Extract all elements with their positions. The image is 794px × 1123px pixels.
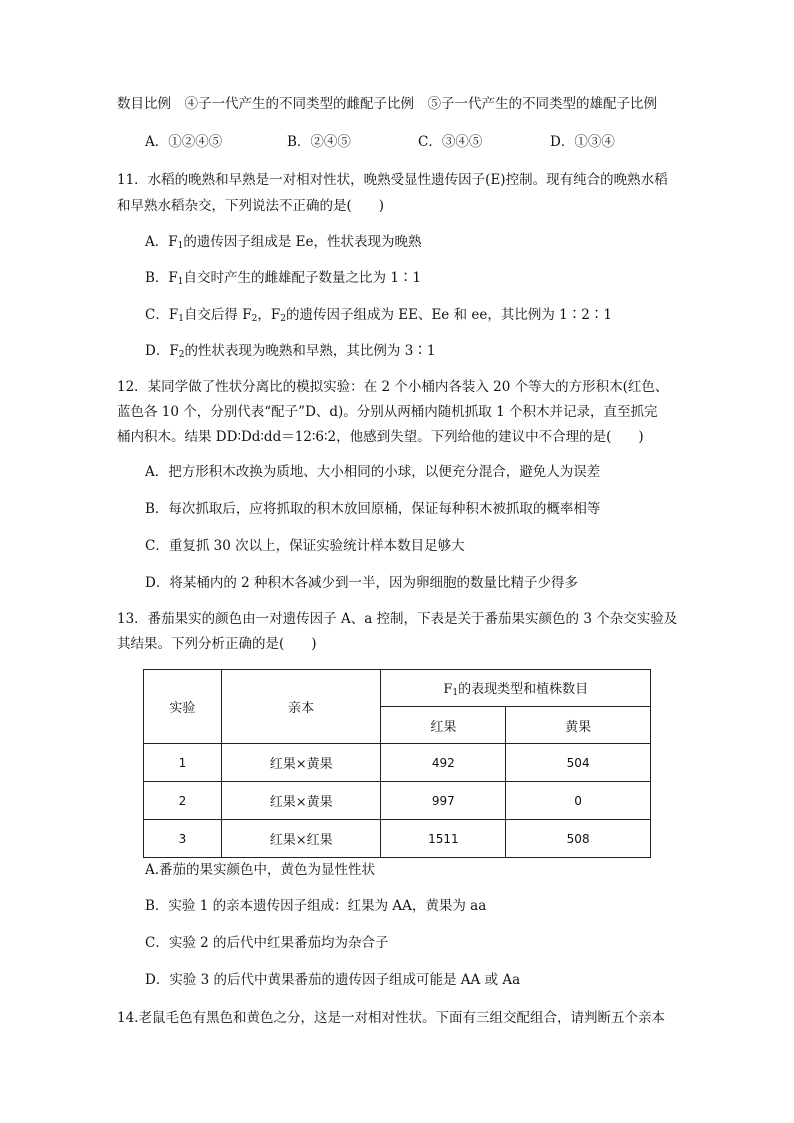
q10-option-a: A．①②④⑤ (145, 134, 223, 150)
table-header-f1: $F_1$的表现类型和植株数目 (381, 670, 651, 707)
q13-stem-line1: 13．番茄果实的颜色由一对遗传因子 A、a 控制，下表是关于番茄果实颜色的 3 个杂交实验及 (117, 611, 678, 627)
table-cell-parent: 红果×黄果 (221, 782, 381, 820)
q11-stem-line1: 11．水稻的晚熟和早熟是一对相对性状，晚熟受显性遗传因子(E)控制。现有纯合的晚熟水稻 (117, 172, 668, 188)
q13-stem-line2: 其结果。下列分析正确的是( ) (117, 636, 317, 652)
table-row (144, 820, 651, 858)
q13-results-table (143, 669, 651, 858)
table-cell-yellow: 508 (506, 820, 651, 858)
table-cell-red: 997 (381, 782, 506, 820)
table-cell-parent: 红果×黄果 (221, 744, 381, 782)
q11-stem-line2: 和早熟水稻杂交，下列说法不正确的是( ) (117, 198, 385, 214)
table-cell-yellow: 504 (506, 744, 651, 782)
table-cell-experiment: 3 (144, 820, 222, 858)
q11-option-d: D．$F_2$的性状表现为晚熟和早熟，其比例为 3∶1 (145, 343, 436, 360)
q14-stem-line1: 14.老鼠毛色有黑色和黄色之分，这是一对相对性状。下面有三组交配组合，请判断五个亲本 (117, 1010, 665, 1026)
table-row (144, 744, 651, 782)
q10-option-c: C．③④⑤ (418, 134, 483, 150)
q12-stem-line1: 12．某同学做了性状分离比的模拟实验：在 2 个小桶内各装入 20 个等大的方形积木(红色、 (117, 379, 669, 395)
q12-option-c: C．重复抓 30 次以上，保证实验统计样本数目足够大 (145, 538, 465, 554)
q11-option-a: A．$F_1$的遗传因子组成是 Ee，性状表现为晚熟 (145, 234, 422, 251)
table-cell-yellow: 0 (506, 782, 651, 820)
q13-option-a: A.番茄的果实颜色中，黄色为显性性状 (145, 862, 376, 878)
table-header-yellow: 黄果 (506, 707, 651, 744)
table-cell-parent: 红果×红果 (221, 820, 381, 858)
table-row (144, 782, 651, 820)
table-header-experiment: 实验 (144, 670, 222, 744)
q13-option-d: D．实验 3 的后代中黄果番茄的遗传因子组成可能是 AA 或 Aa (145, 972, 521, 988)
q12-option-b: B．每次抓取后，应将抓取的积木放回原桶，保证每种积木被抓取的概率相等 (145, 501, 601, 517)
q13-option-c: C．实验 2 的后代中红果番茄均为杂合子 (145, 935, 389, 951)
table-cell-red: 1511 (381, 820, 506, 858)
q11-option-b: B．$F_1$自交时产生的雌雄配子数量之比为 1∶1 (145, 270, 422, 287)
q13-option-b: B．实验 1 的亲本遗传因子组成：红果为 AA，黄果为 aa (145, 898, 487, 914)
q12-stem-line2: 蓝色各 10 个，分别代表“配子”D、d)。分别从两桶内随机抓取 1 个积木并记录，直至抓完 (117, 404, 658, 420)
q10-tail-text: 数目比例 ④子一代产生的不同类型的雌配子比例 ⑤子一代产生的不同类型的雄配子比例 (117, 96, 657, 112)
q12-option-d: D．将某桶内的 2 种积木各减少到一半，因为卵细胞的数量比精子少得多 (145, 575, 578, 591)
q12-option-a: A．把方形积木改换为质地、大小相同的小球，以便充分混合，避免人为误差 (145, 464, 601, 480)
table-cell-experiment: 2 (144, 782, 222, 820)
q10-option-d: D．①③④ (550, 134, 615, 150)
table-cell-red: 492 (381, 744, 506, 782)
q12-stem-line3: 桶内积木。结果 DD∶Dd∶dd＝12∶6∶2，他感到失望。下列给他的建议中不合理的是( ) (117, 429, 644, 445)
table-header-red: 红果 (381, 707, 506, 744)
q10-option-b: B．②④⑤ (287, 134, 351, 150)
table-cell-experiment: 1 (144, 744, 222, 782)
q11-option-c: C．$F_1$自交后得 $F_2$，$F_2$的遗传因子组成为 EE、Ee 和 ee，其比例为 1∶2∶1 (145, 307, 612, 324)
table-header-parent: 亲本 (221, 670, 381, 744)
